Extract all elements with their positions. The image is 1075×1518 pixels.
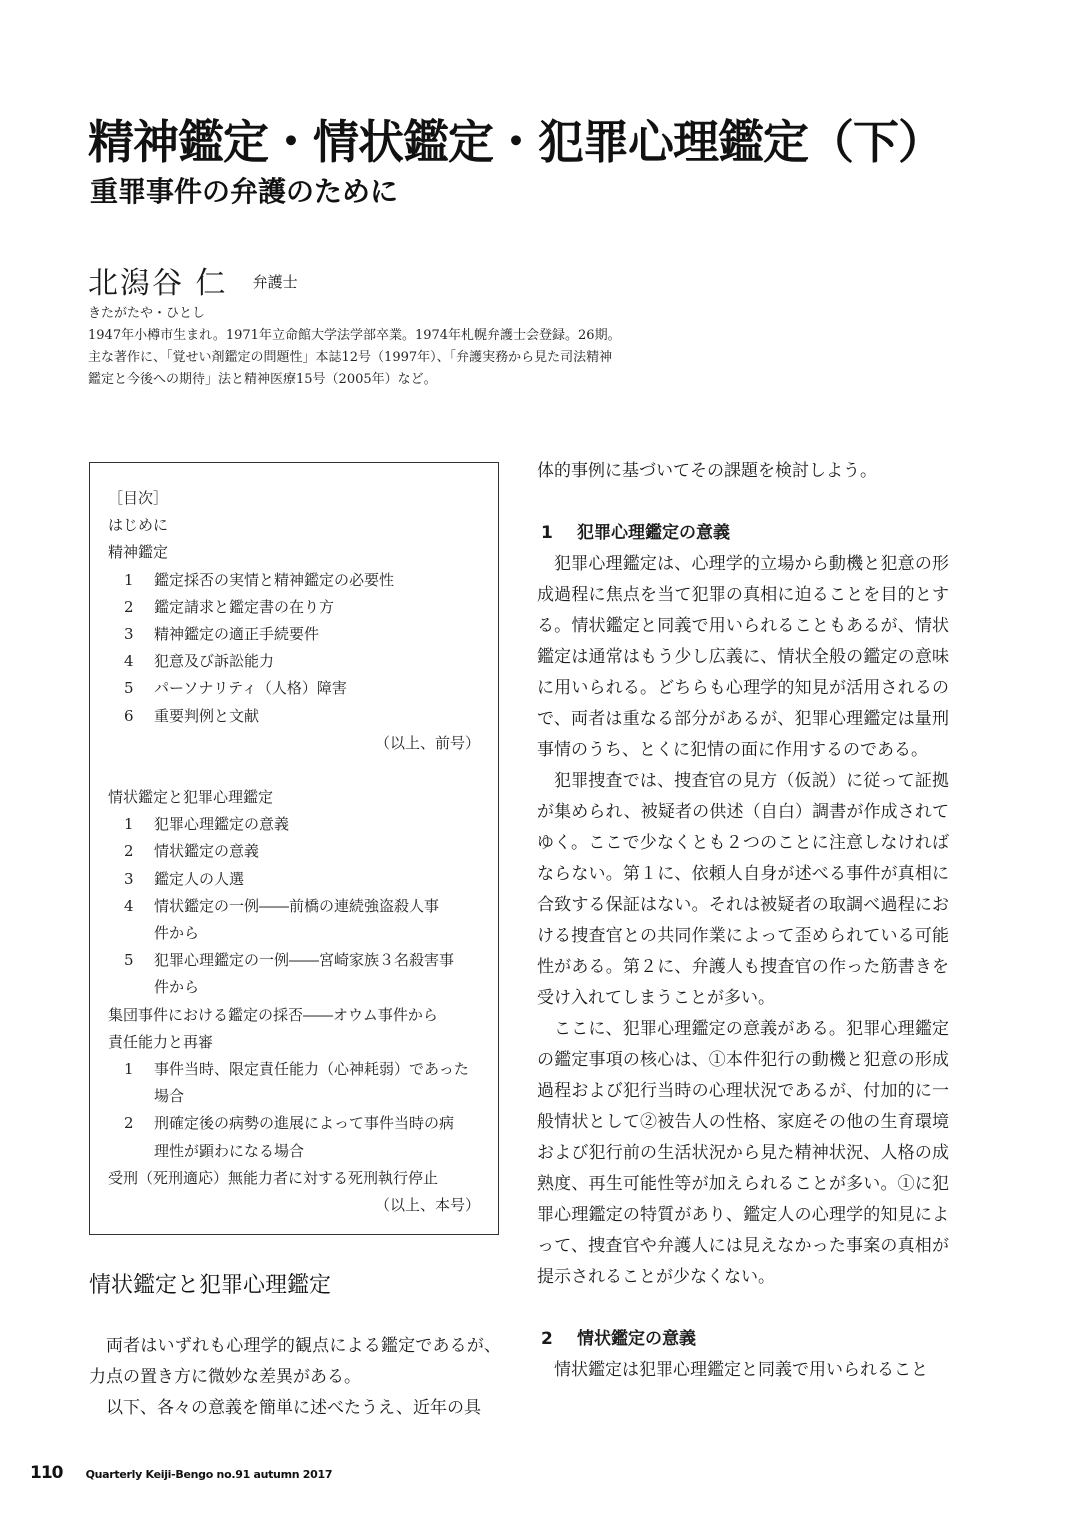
toc-entry-number: 4 — [124, 652, 134, 671]
author-reading: きたがたや・ひとし — [88, 306, 206, 321]
toc-entry-continuation: 件から — [154, 978, 200, 997]
toc-entry — [108, 648, 480, 675]
toc-entry-text: 事件当時、限定責任能力（心神耗弱）であった — [154, 1059, 469, 1078]
toc-entry-number: 2 — [124, 597, 134, 616]
toc-note: （以上、前号） — [374, 733, 480, 752]
toc-heading: ［目次］ — [108, 489, 169, 507]
toc-entry — [108, 1056, 480, 1083]
body-column-left — [89, 1331, 501, 1424]
toc-entry — [108, 811, 480, 838]
toc-part-title: 責任能力と再審 — [108, 1032, 214, 1051]
toc-entry-number: 3 — [124, 624, 134, 643]
body-paragraph: 両者はいずれも心理学的観点による鑑定であるが、力点の置き方に微妙な差異がある。 — [89, 1336, 501, 1387]
author-name: 北潟谷 仁 — [88, 266, 228, 301]
bio-line: 鑑定と今後への期待」法と精神医療15号（2005年）など。 — [88, 372, 437, 387]
toc-entry — [108, 947, 480, 974]
toc-part-title: 情状鑑定と犯罪心理鑑定 — [108, 788, 274, 807]
page-footer — [30, 1463, 332, 1483]
toc-entry-number: 2 — [124, 1114, 134, 1133]
body-column-right — [537, 456, 949, 1386]
author-bio — [88, 303, 688, 391]
body-paragraph: 体的事例に基づいてその課題を検討しよう。 — [537, 461, 877, 481]
toc-entry — [108, 675, 480, 702]
paragraph-spacer — [537, 487, 949, 518]
table-of-contents — [89, 462, 499, 1235]
subsection-title: 情状鑑定の意義 — [577, 1329, 696, 1349]
paragraph-spacer — [537, 1293, 949, 1324]
author-role: 弁護士 — [252, 273, 298, 291]
toc-entry-text: 重要判例と文献 — [154, 706, 260, 725]
toc-entry-number: 5 — [124, 679, 134, 698]
toc-note: （以上、本号） — [374, 1195, 480, 1214]
toc-entry-number: 1 — [124, 570, 134, 589]
subsection-number: 1 — [541, 523, 553, 543]
toc-part-title: 受刑（死刑適応）無能力者に対する死刑執行停止 — [108, 1168, 439, 1187]
subsection-heading — [537, 1324, 949, 1355]
toc-entry-number: 2 — [124, 842, 134, 861]
toc-entry — [108, 567, 480, 594]
toc-entry-continuation: 場合 — [154, 1087, 185, 1106]
toc-entry-intro: はじめに — [108, 516, 169, 535]
toc-entry — [108, 1110, 480, 1137]
toc-part-title: 精神鑑定 — [108, 543, 169, 562]
toc-entry-continuation: 理性が顕わになる場合 — [154, 1141, 305, 1160]
toc-entry — [108, 703, 480, 730]
journal-name: Quarterly Keiji-Bengo no.91 autumn 2017 — [85, 1468, 333, 1481]
bio-line: 主な著作に、「覚せい剤鑑定の問題性」本誌12号（1997年）、「弁護実務から見た司法精神 — [88, 350, 613, 365]
article-subtitle: 重罪事件の弁護のために — [90, 175, 399, 208]
page-number: 110 — [30, 1463, 63, 1483]
toc-part-title: 集団事件における鑑定の採否――オウム事件から — [108, 1005, 438, 1024]
toc-entry-continuation: 件から — [154, 924, 200, 942]
toc-entry — [108, 621, 480, 648]
subsection-title: 犯罪心理鑑定の意義 — [577, 523, 730, 543]
toc-entry — [108, 838, 480, 865]
toc-entry-number: 1 — [124, 815, 134, 834]
toc-entry-text: 鑑定人の人選 — [154, 869, 245, 888]
body-paragraph: 犯罪心理鑑定は、心理学的立場から動機と犯意の形成過程に焦点を当て犯罪の真相に迫ることを目的とする。情状鑑定と同義で用いられることもあるが、情状鑑定は通常はもう少し広義に、情状全般の鑑定の意味に用いられる。どちらも心理学的知見が活用されるので、両者は重なる部分があるが、犯罪心理鑑定は量刑事情のうち、とくに犯情の面に作用するのである。 — [537, 554, 949, 760]
toc-entry-number: 1 — [124, 1059, 134, 1078]
toc-entry-text: 精神鑑定の適正手続要件 — [154, 624, 320, 643]
toc-entry-text: 刑確定後の病勢の進展によって事件当時の病 — [154, 1114, 455, 1133]
toc-spacer — [108, 757, 480, 784]
section-heading: 情状鑑定と犯罪心理鑑定 — [89, 1273, 332, 1298]
toc-entry-text: 犯罪心理鑑定の意義 — [154, 815, 290, 834]
toc-entry — [108, 866, 480, 893]
author-block — [88, 258, 298, 302]
bio-line: 1947年小樽市生まれ。1971年立命館大学法学部卒業。1974年札幌弁護士会登録。26期。 — [88, 328, 621, 343]
body-paragraph: 犯罪捜査では、捜査官の見方（仮説）に従って証拠が集められ、被疑者の供述（自白）調書が作成されてゆく。ここで少なくとも２つのことに注意しなければならない。第１に、依頼人自身が述べる事件が真相に合致する保証はない。それは被疑者の取調べ過程における捜査官との共同作業によって歪められている可能性がある。第２に、弁護人も捜査官の作った筋書きを受け入れてしまうことが多い。 — [537, 771, 949, 1008]
toc-entry-number: 6 — [124, 706, 134, 725]
article-title: 精神鑑定・情状鑑定・犯罪心理鑑定（下） — [88, 115, 943, 169]
toc-entry — [108, 594, 480, 621]
toc-entry-number: 4 — [124, 896, 134, 915]
toc-entry-text: パーソナリティ（人格）障害 — [154, 679, 347, 698]
body-paragraph: 以下、各々の意義を簡単に述べたうえ、近年の具 — [106, 1398, 482, 1418]
toc-entry-text: 犯罪心理鑑定の一例――宮崎家族３名殺害事 — [154, 951, 455, 970]
subsection-heading — [537, 518, 949, 549]
subsection-number: 2 — [541, 1329, 553, 1349]
body-paragraph: 情状鑑定は犯罪心理鑑定と同義で用いられること — [554, 1360, 928, 1380]
toc-entry-text: 情状鑑定の意義 — [154, 842, 260, 861]
toc-entry — [108, 893, 480, 920]
toc-entry-text: 鑑定請求と鑑定書の在り方 — [154, 597, 335, 616]
toc-entry-text: 情状鑑定の一例――前橋の連続強盗殺人事 — [154, 896, 440, 915]
toc-entry-text: 鑑定採否の実情と精神鑑定の必要性 — [154, 570, 395, 589]
toc-entry-number: 3 — [124, 869, 134, 888]
toc-entry-number: 5 — [124, 951, 134, 970]
toc-entry-text: 犯意及び訴訟能力 — [154, 652, 275, 671]
body-paragraph: ここに、犯罪心理鑑定の意義がある。犯罪心理鑑定の鑑定事項の核心は、①本件犯行の動機と犯意の形成過程および犯行当時の心理状況であるが、付加的に一般情状として②被告人の性格、家庭その他の生育環境および犯行前の生活状況から見た精神状況、人格の成熟度、再生可能性等が加えられることが多い。①に犯罪心理鑑定の特質があり、鑑定人の心理学的知見によって、捜査官や弁護人には見えなかった事案の真相が提示されることが少なくない。 — [537, 1019, 949, 1287]
